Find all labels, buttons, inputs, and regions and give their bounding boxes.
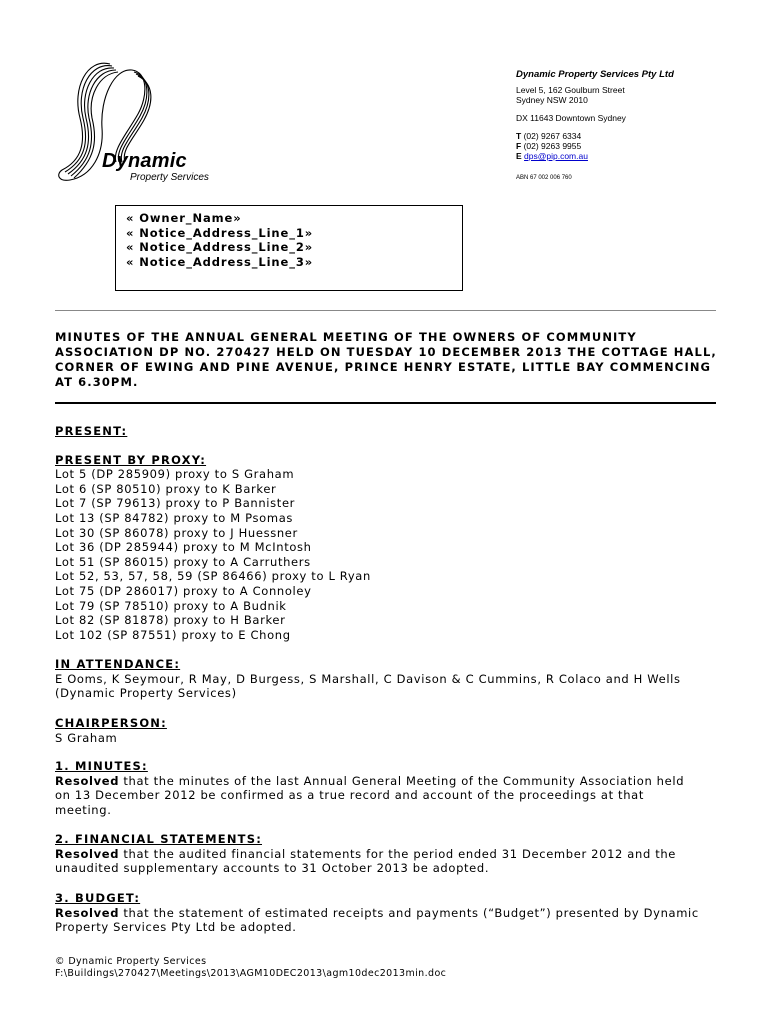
phone-label: T [516, 131, 522, 141]
minutes-text-1: that the minutes of the last Annual General Meeting of the Community Association held [119, 773, 685, 788]
resolved-label: Resolved [55, 905, 120, 920]
divider-top [55, 310, 716, 311]
budget-title: 3. BUDGET: [55, 891, 141, 905]
address-line-3-field: « Notice_Address_Line_3» [126, 254, 314, 269]
company-logo [52, 58, 227, 188]
minutes-line-3: meeting. [55, 802, 112, 817]
proxy-item: Lot 13 (SP 84782) proxy to M Psomas [55, 510, 294, 525]
proxy-item: Lot 82 (SP 81878) proxy to H Barker [55, 613, 286, 628]
present-by-proxy-title: PRESENT BY PROXY: [55, 452, 207, 467]
minutes-section [55, 759, 725, 817]
owner-name-field: « Owner_Name» [126, 211, 242, 225]
budget-line-1 [55, 906, 725, 921]
company-fax [516, 141, 746, 151]
document-heading: MINUTES OF THE ANNUAL GENERAL MEETING OF THE OWNERS OF COMMUNITY ASSOCIATION DP NO. 270427 HELD ON TUESDAY 10 DECEMBER 2013 THE COTTAGE HALL, CORNER OF EWING AND PINE AVENUE, PRINCE HENRY ESTATE, LITTLE BAY COMMENCING AT 6.30PM. [55, 330, 717, 389]
chair-section [55, 716, 725, 745]
financial-line-2: unaudited supplementary accounts to 31 October 2013 be adopted. [55, 861, 490, 876]
company-name: Dynamic Property Services Pty Ltd [516, 69, 674, 80]
address-line-2-field: « Notice_Address_Line_2» [126, 240, 314, 254]
page-footer [55, 956, 446, 980]
company-dx: DX 11643 Downtown Sydney [516, 113, 626, 123]
resolved-label: Resolved [55, 773, 120, 788]
recipient-address-box [115, 205, 463, 291]
budget-section [55, 891, 725, 935]
financial-text-1: that the audited financial statements for the period ended 31 December 2012 and the [119, 846, 677, 861]
minutes-line-2: on 13 December 2012 be confirmed as a true record and account of the proceedings at that [55, 788, 645, 803]
financial-line-1 [55, 847, 725, 862]
proxy-item: Lot 30 (SP 86078) proxy to J Huessner [55, 525, 298, 540]
proxy-item: Lot 7 (SP 79613) proxy to P Bannister [55, 496, 296, 511]
minutes-title: 1. MINUTES: [55, 759, 148, 773]
proxy-item: Lot 6 (SP 80510) proxy to K Barker [55, 481, 277, 496]
proxy-item: Lot 36 (DP 285944) proxy to M McIntosh [55, 540, 312, 555]
budget-line-2: Property Services Pty Ltd be adopted. [55, 920, 297, 935]
proxy-item: Lot 79 (SP 78510) proxy to A Budnik [55, 598, 287, 613]
fax-number: (02) 9263 9955 [521, 141, 582, 151]
minutes-line-1 [55, 774, 725, 789]
logo-wordmark: Dynamic [102, 150, 187, 172]
company-address-line-1: Level 5, 162 Goulburn Street [516, 85, 625, 95]
phone-number: (02) 9267 6334 [521, 131, 582, 141]
budget-text-1: that the statement of estimated receipts and payments (“Budget”) presented by Dynamic [119, 905, 699, 920]
proxy-item: Lot 75 (DP 286017) proxy to A Connoley [55, 583, 312, 598]
fax-label: F [516, 141, 522, 151]
financial-section [55, 832, 725, 876]
attendance-line-2: (Dynamic Property Services) [55, 686, 237, 701]
resolved-label: Resolved [55, 846, 120, 861]
logo-subtitle: Property Services [130, 172, 209, 183]
company-abn: ABN 67 002 006 760 [516, 175, 572, 181]
address-line-1-field: « Notice_Address_Line_1» [126, 225, 314, 240]
company-phone [516, 131, 746, 141]
attendance-section [55, 657, 725, 701]
company-details [516, 70, 746, 183]
proxy-item: Lot 102 (SP 87551) proxy to E Chong [55, 627, 291, 642]
company-address-line-2: Sydney NSW 2010 [516, 95, 588, 105]
attendance-title: IN ATTENDANCE: [55, 657, 181, 671]
financial-title: 2. FINANCIAL STATEMENTS: [55, 832, 262, 846]
chair-title: CHAIRPERSON: [55, 716, 167, 730]
present-section [55, 424, 725, 642]
footer-copyright: © Dynamic Property Services [55, 956, 207, 967]
attendance-line-1: E Ooms, K Seymour, R May, D Burgess, S Marshall, C Davison & C Cummins, R Colaco and H Wells [55, 671, 681, 686]
email-link[interactable]: dps@pip.com.au [524, 151, 588, 161]
proxy-item: Lot 52, 53, 57, 58, 59 (SP 86466) proxy to L Ryan [55, 569, 371, 584]
divider-heading [55, 402, 716, 404]
email-label: E [516, 151, 522, 161]
proxy-item: Lot 51 (SP 86015) proxy to A Carruthers [55, 554, 311, 569]
company-email [516, 151, 746, 161]
footer-file-path: F:\Buildings\270427\Meetings\2013\AGM10DEC2013\agm10dec2013min.doc [55, 968, 447, 979]
chair-name: S Graham [55, 730, 118, 745]
present-title: PRESENT: [55, 424, 128, 438]
proxy-item: Lot 5 (DP 285909) proxy to S Graham [55, 467, 295, 482]
